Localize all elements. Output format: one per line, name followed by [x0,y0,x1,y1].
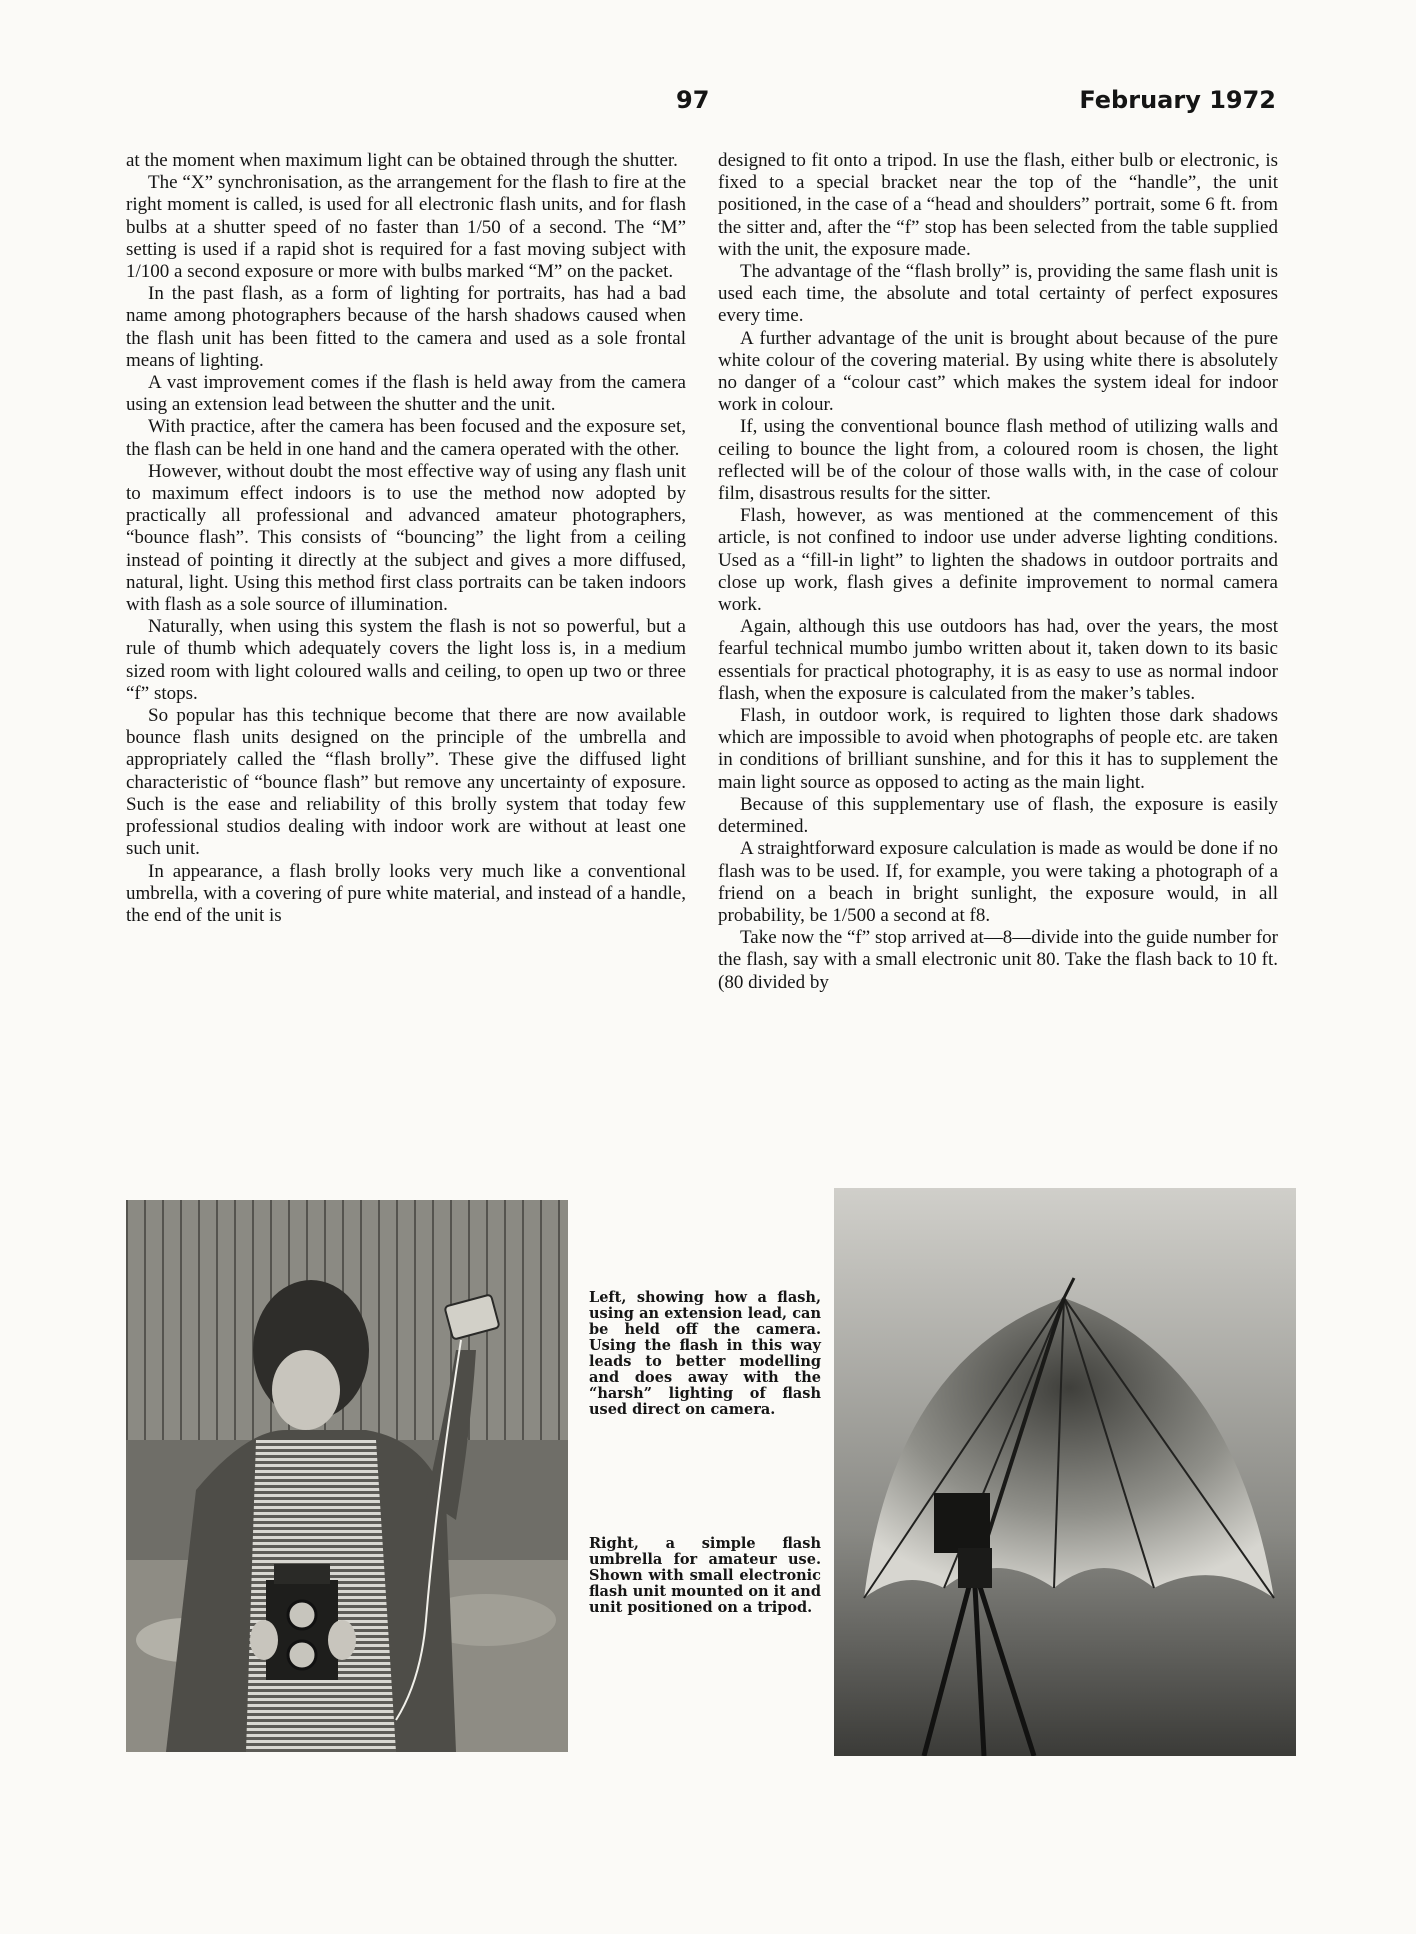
paragraph: Naturally, when using this system the flash is not so powerful, but a rule of thumb which adequately covers the light loss is, in a medium sized room with light coloured walls and ceiling, to open up two or three “f” stops. [126,616,686,704]
paragraph: The advantage of the “flash brolly” is, providing the same flash unit is used each time, the absolute and total certainty of perfect exposures every time. [718,261,1278,327]
issue-date: February 1972 [1079,86,1276,114]
caption-right: Right, a simple flash umbrella for amateur use. Shown with small electronic flash unit mounted on it and unit positioned on a tripod. [589,1535,821,1616]
paragraph: A straightforward exposure calculation is made as would be done if no flash was to be used. If, for example, you were taking a photograph of a friend on a beach in bright sunlight, the exposure would, in all probability, be 1/500 a second at f8. [718,838,1278,926]
page-number: 97 [676,86,710,114]
paragraph: In appearance, a flash brolly looks very much like a conventional umbrella, with a covering of pure white material, and instead of a handle, the end of the unit is [126,860,686,926]
caption-left: Left, showing how a flash, using an extension lead, can be held off the camera. Using the flash in this way leads to better modelling and does away with the “harsh” lighting of flash used direct on camera. [589,1289,821,1418]
photo-flash-umbrella-image [834,1188,1296,1756]
paragraph: Take now the “f” stop arrived at—8—divide into the guide number for the flash, say with a small electronic unit 80. Take the flash back to 10 ft. (80 divided by [718,927,1278,993]
paragraph: However, without doubt the most effective way of using any flash unit to maximum effect indoors is to use the method now adopted by practically all professional and advanced amateur photographers, “bounce flash”. This consists of “bouncing” the light from a ceiling instead of pointing it directly at the subject and gives a more diffused, natural, light. Using this method first class portraits can be taken indoors with flash as a sole source of illumination. [126,460,686,616]
right-column [718,150,1278,994]
paragraph: at the moment when maximum light can be obtained through the shutter. [126,150,678,171]
paragraph: designed to fit onto a tripod. In use the flash, either bulb or electronic, is fixed to a special bracket near the top of the “handle”, the unit positioned, in the case of a “head and shoulders” portrait, some 6 ft. from the sitter and, after the “f” stop has been selected from the table supplied with the unit, the exposure made. [718,150,1278,260]
paragraph: If, using the conventional bounce flash method of utilizing walls and ceiling to bounce the light from, a coloured room is chosen, the light reflected will be of the colour of those walls with, in the case of colour film, disastrous results for the sitter. [718,416,1278,505]
paragraph: Flash, however, as was mentioned at the commencement of this article, is not confined to indoor use under adverse lighting conditions. Used as a “fill-in light” to lighten the shadows in outdoor portraits and close up work, flash gives a definite improvement to normal camera work. [718,505,1278,616]
photo-woman-with-flash [126,1200,568,1752]
paragraph: A further advantage of the unit is brought about because of the pure white colour of the covering material. By using white there is absolutely no danger of a “colour cast” which makes the system ideal for indoor work in colour. [718,327,1278,416]
paragraph: With practice, after the camera has been focused and the exposure set, the flash can be held in one hand and the camera operated with the other. [126,416,686,460]
paragraph: Flash, in outdoor work, is required to lighten those dark shadows which are impossible to avoid when photographs of people etc. are taken in conditions of brilliant sunshine, and for this it has to supplement the main light source as opposed to acting as the main light. [718,705,1278,793]
paragraph: So popular has this technique become that there are now available bounce flash units designed on the principle of the umbrella and appropriately called the “flash brolly”. These give the diffused light characteristic of “bounce flash” but remove any uncertainty of exposure. Such is the ease and reliability of this brolly system that today few professional studios dealing with indoor work are without at least one such unit. [126,705,686,860]
paragraph: A vast improvement comes if the flash is held away from the camera using an extension lead between the shutter and the unit. [126,372,686,416]
paragraph: In the past flash, as a form of lighting for portraits, has had a bad name among photographers because of the harsh shadows caused when the flash unit has been fitted to the camera and used as a sole frontal means of lighting. [126,283,686,371]
paragraph: Again, although this use outdoors has had, over the years, the most fearful technical mumbo jumbo written about it, taken down to its basic essentials for practical photography, it is as easy to use as normal indoor flash, when the exposure is calculated from the maker’s tables. [718,616,1278,704]
paragraph: Because of this supplementary use of flash, the exposure is easily determined. [718,793,1278,838]
photo-flash-umbrella [834,1188,1296,1756]
photo-woman-with-flash-image [126,1200,568,1752]
paragraph: The “X” synchronisation, as the arrangement for the flash to fire at the right moment is called, is used for all electronic flash units, and for flash bulbs at a shutter speed of no faster than 1/50 of a second. The “M” setting is used if a rapid shot is required for a fast moving subject with 1/100 a second exposure or more with bulbs marked “M” on the packet. [126,172,686,283]
left-column [126,150,686,927]
